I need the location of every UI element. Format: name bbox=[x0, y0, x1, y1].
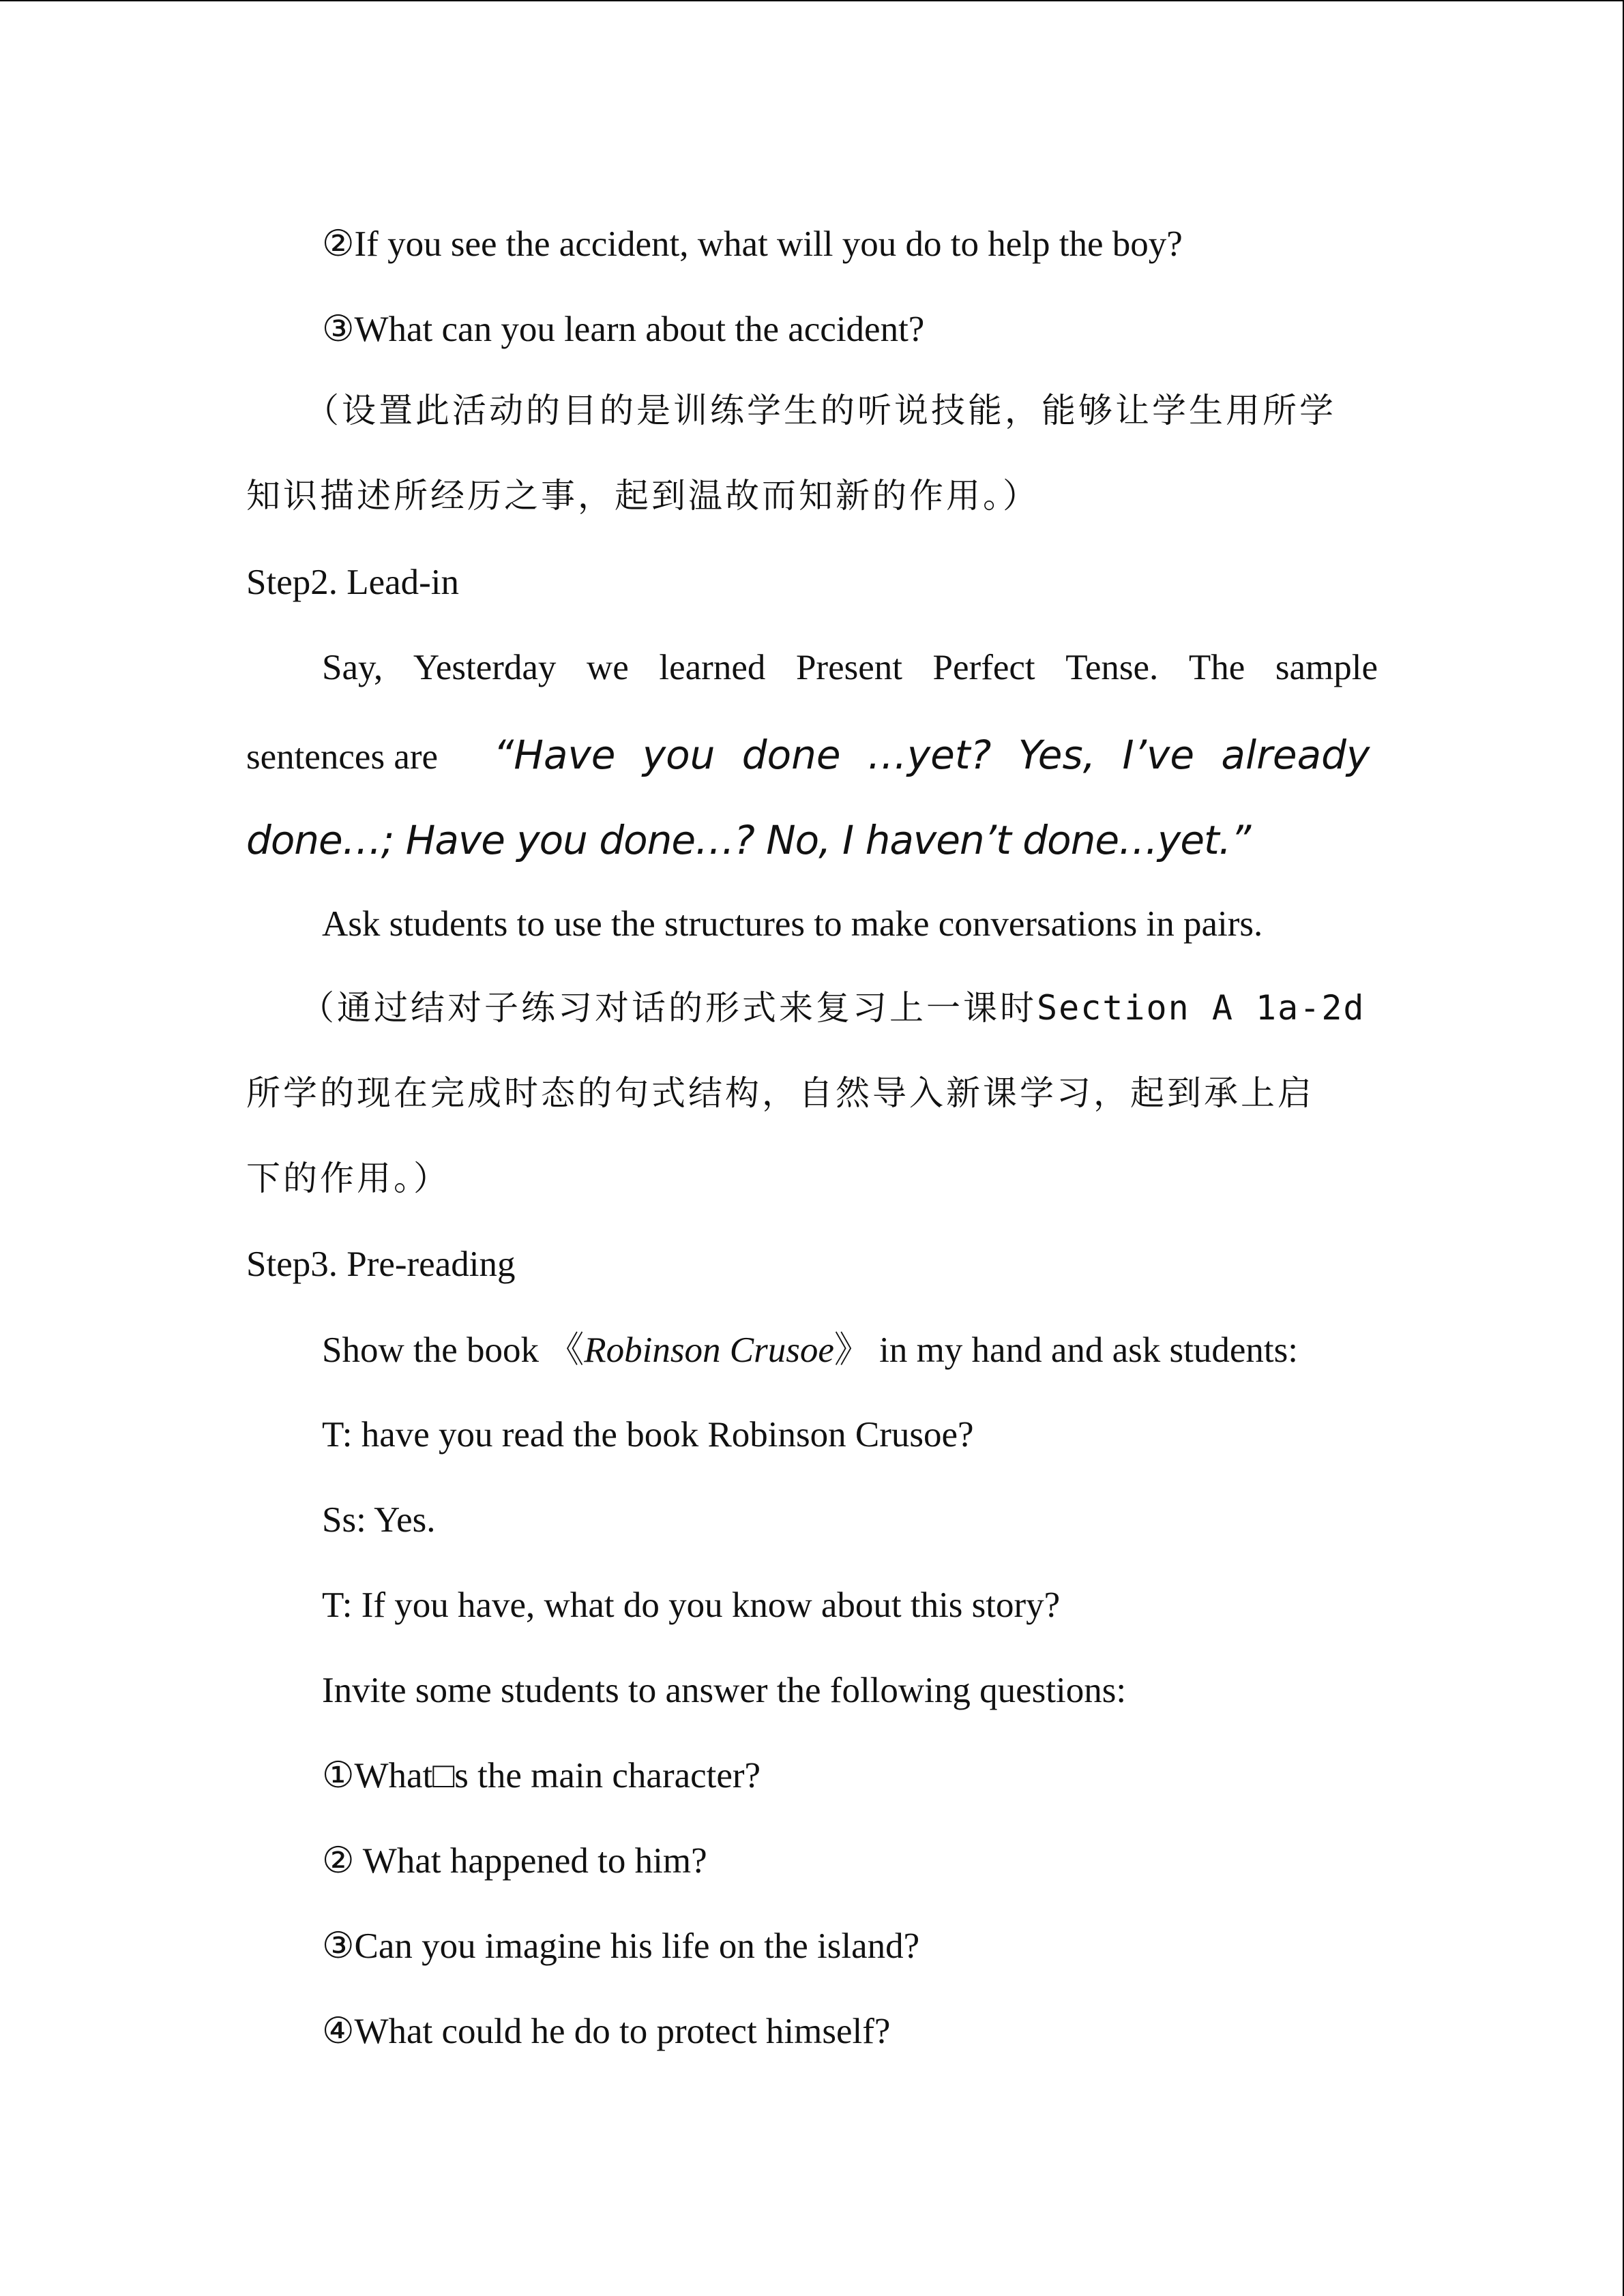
book-title: Robinson Crusoe bbox=[584, 1330, 834, 1370]
pair-practice-note-line-3: 下的作用。） bbox=[246, 1159, 450, 1198]
note-chinese: （通过结对子练习对话的形式来复习上一课时 bbox=[300, 988, 1037, 1028]
sentences-line bbox=[246, 732, 1370, 778]
students-answer: Ss: Yes. bbox=[322, 1500, 436, 1540]
activity-note-line-2: 知识描述所经历之事，起到温故而知新的作用。） bbox=[246, 476, 1039, 516]
word: Yesterday bbox=[413, 648, 557, 687]
pair-practice-note-line-2: 所学的现在完成时态的句式结构，自然导入新课学习，起到承上启 bbox=[246, 1073, 1314, 1113]
word: Say, bbox=[322, 648, 383, 687]
question-3: ③What can you learn about the accident? bbox=[322, 310, 925, 349]
activity-note-line-1: （设置此活动的目的是训练学生的听说技能，能够让学生用所学 bbox=[305, 391, 1336, 430]
word: learned bbox=[659, 648, 766, 687]
word: done bbox=[741, 732, 841, 778]
step2-heading: Step2. Lead-in bbox=[246, 563, 460, 602]
show-post: 》 in my hand and ask students: bbox=[833, 1330, 1298, 1370]
sample-sentence-continued: done…; Have you done…? No, I haven’t done…yet.” bbox=[246, 817, 1251, 863]
show-book-line bbox=[322, 1332, 1298, 1369]
sentences-plain: sentences are bbox=[246, 737, 439, 777]
word: Present bbox=[795, 648, 902, 687]
word: already bbox=[1221, 732, 1370, 778]
question-2: ②If you see the accident, what will you do to help the boy? bbox=[322, 224, 1183, 264]
section-ref: Section A 1a-2d bbox=[1037, 988, 1365, 1028]
word: sample bbox=[1275, 648, 1378, 687]
pre-reading-question-4: ④What could he do to protect himself? bbox=[322, 2012, 891, 2051]
word: The bbox=[1188, 648, 1245, 687]
word: …yet? bbox=[867, 732, 992, 778]
step3-heading: Step3. Pre-reading bbox=[246, 1244, 516, 1284]
invite-students-line: Invite some students to answer the following questions: bbox=[322, 1671, 1127, 1710]
teacher-question-1: T: have you read the book Robinson Crusoe? bbox=[322, 1415, 974, 1455]
show-pre: Show the book 《 bbox=[322, 1330, 585, 1370]
pre-reading-question-1: ①What□s the main character? bbox=[322, 1756, 761, 1795]
teacher-question-2: T: If you have, what do you know about this story? bbox=[322, 1585, 1061, 1625]
word: I’ve bbox=[1122, 732, 1195, 778]
sample-sentence-italic bbox=[493, 732, 1370, 778]
word: “Have bbox=[493, 732, 616, 778]
word: we bbox=[587, 648, 629, 687]
word: Perfect bbox=[932, 648, 1035, 687]
pre-reading-question-3: ③Can you imagine his life on the island? bbox=[322, 1926, 920, 1966]
word: Yes, bbox=[1018, 732, 1096, 778]
word: Tense. bbox=[1065, 648, 1159, 687]
pre-reading-question-2: ② What happened to him? bbox=[322, 1841, 707, 1881]
ask-students-line: Ask students to use the structures to make conversations in pairs. bbox=[322, 904, 1263, 944]
lead-in-say-line bbox=[322, 650, 1378, 686]
pair-practice-note-line-1 bbox=[300, 988, 1365, 1028]
word: you bbox=[642, 732, 715, 778]
